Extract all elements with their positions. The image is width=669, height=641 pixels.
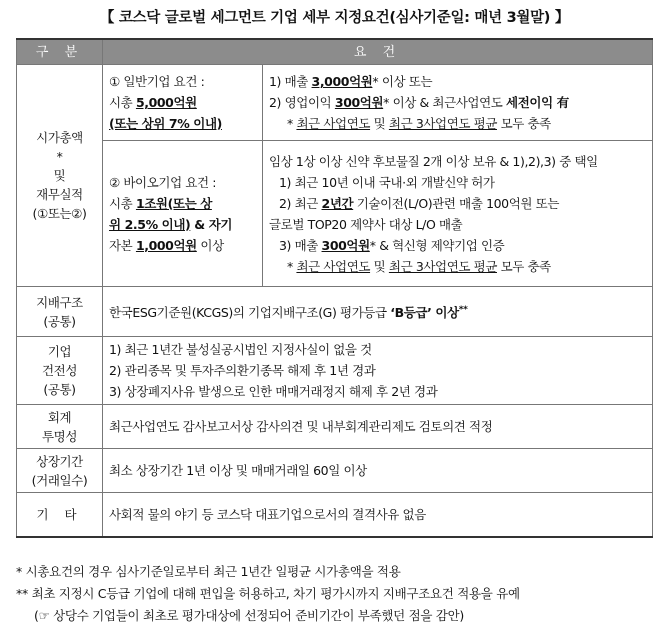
bio-company-condition: ② 바이오기업 요건 : 시총 1조원(또는 상 위 2.5% 이내) & 자기 자본 1,000억원 이상: [103, 141, 263, 287]
market-cap-label: 시가총액 * 및 재무실적 (①또는②): [17, 65, 103, 287]
governance-label: 지배구조 (공통): [17, 287, 103, 337]
market-cap-general-row: [17, 65, 653, 141]
general-company-condition: ① 일반기업 요건 : 시총 5,000억원 (또는 상위 7% 이내): [103, 65, 263, 141]
requirements-table: [16, 38, 653, 538]
governance-requirement: 한국ESG기준원(KCGS)의 기업지배구조(G) 평가등급 ‘B등급’ 이상**: [103, 287, 653, 337]
other-label: 기 타: [17, 493, 103, 537]
list-item: 1) 최근 1년간 불성실공시법인 지정사실이 없을 것: [109, 342, 372, 357]
footnote-1: * 시총요건의 경우 심사기준일로부터 최근 1년간 일평균 시가총액을 적용: [16, 564, 401, 579]
listing-period-row: [17, 449, 653, 493]
soundness-row: [17, 337, 653, 405]
footnote-3: (☞ 상당수 기업들이 최초로 평가대상에 선정되어 준비기간이 부족했던 점을 감안): [34, 608, 464, 623]
general-company-requirements: 1) 매출 3,000억원* 이상 또는 2) 영업이익 300억원* 이상 & 최근사업연도 세전이익 有 * 최근 사업연도 및 최근 3사업연도 평균 모두 충족: [263, 65, 653, 141]
listing-period-label: 상장기간 (거래일수): [17, 449, 103, 493]
list-item: 2) 관리종목 및 투자주의환기종목 해제 후 1년 경과: [109, 363, 376, 378]
table-header-row: [17, 39, 653, 65]
footnote-2: ** 최초 지정시 C등급 기업에 대해 편입을 허용하고, 차기 평가시까지 지배구조요건 적용을 유예: [16, 586, 520, 601]
listing-period-requirement: 최소 상장기간 1년 이상 및 매매거래일 60일 이상: [103, 449, 653, 493]
list-item: 3) 상장폐지사유 발생으로 인한 매매거래정지 해제 후 2년 경과: [109, 384, 438, 399]
soundness-requirements: [103, 337, 653, 405]
soundness-label: 기업 건전성 (공통): [17, 337, 103, 405]
other-row: [17, 493, 653, 537]
other-requirement: 사회적 물의 야기 등 코스닥 대표기업으로서의 결격사유 없음: [103, 493, 653, 537]
governance-row: [17, 287, 653, 337]
market-cap-bio-row: [17, 141, 653, 287]
header-requirements: 요 건: [103, 39, 653, 65]
document-title: 【 코스닥 글로벌 세그먼트 기업 세부 지정요건(심사기준일: 매년 3월말) 】: [99, 10, 570, 26]
accounting-requirement: 최근사업연도 감사보고서상 감사의견 및 내부회계관리제도 검토의견 적정: [103, 405, 653, 449]
bio-company-requirements: 임상 1상 이상 신약 후보물질 2개 이상 보유 & 1),2),3) 중 택일 1) 최근 10년 이내 국내·외 개발신약 허가 2) 최근 2년간 기술이전(L/O)관련 매출 100억원 또는 글로벌 TOP20 제약사 대상 L/O 매출 3) 매출 300억원* & 혁신형 제약기업 인증 * 최근 사업연도 및 최근 3사업연도 평균 모두 충족: [263, 141, 653, 287]
accounting-label: 회계 투명성: [17, 405, 103, 449]
header-category: 구 분: [17, 39, 103, 65]
accounting-row: [17, 405, 653, 449]
